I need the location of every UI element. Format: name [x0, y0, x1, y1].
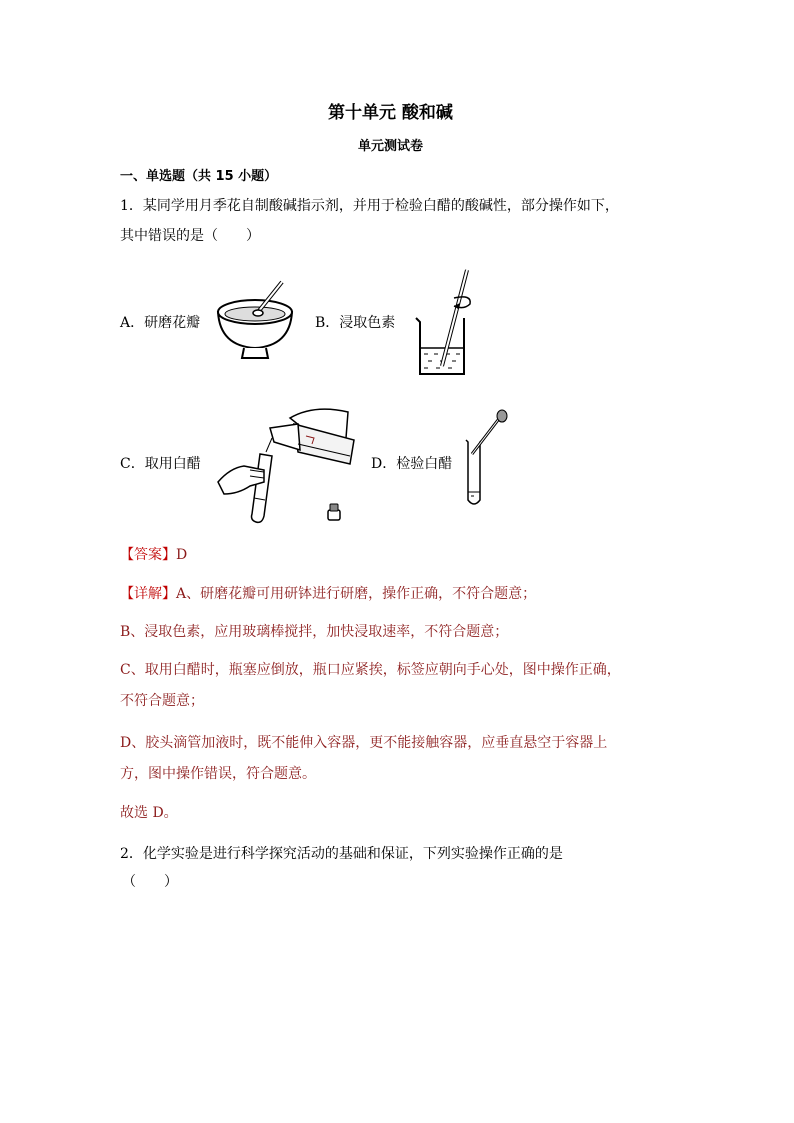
detail-tag: 【详解】: [120, 586, 176, 602]
page-subtitle: 单元测试卷: [358, 139, 424, 154]
question-1-line-2: 其中错误的是（ ）: [120, 228, 260, 244]
pouring-vinegar-image: [214, 398, 354, 528]
detail-line-d2: 方，图中操作错误，符合题意。: [120, 766, 316, 782]
detail-line-c2: 不符合题意；: [120, 693, 204, 709]
option-c-label: C．取用白醋: [120, 456, 201, 472]
dropper-in-test-tube-image: [460, 410, 516, 510]
detail-line-a: [120, 578, 536, 610]
page-title: 第十单元 酸和碱: [328, 103, 453, 123]
mortar-and-pestle-image: [214, 272, 296, 362]
detail-line-b: B、浸取色素，应用玻璃棒搅拌，加快浸取速率，不符合题意；: [120, 624, 509, 640]
answer-line: [120, 539, 187, 571]
option-a-label: A．研磨花瓣: [120, 315, 201, 331]
conclusion-line: 故选 D。: [120, 805, 178, 821]
question-1-line-1: 1．某同学用月季花自制酸碱指示剂，并用于检验白醋的酸碱性，部分操作如下，: [120, 198, 619, 214]
detail-a-text: A、研磨花瓣可用研钵进行研磨，操作正确，不符合题意；: [176, 586, 537, 602]
question-2-line-1: 2．化学实验是进行科学探究活动的基础和保证，下列实验操作正确的是: [120, 846, 563, 862]
section-heading: 一、单选题（共 15 小题）: [120, 169, 278, 184]
option-b-label: B．浸取色素: [315, 315, 396, 331]
beaker-with-glass-rod-image: [412, 268, 482, 380]
question-2-line-2: （ ）: [122, 874, 178, 890]
answer-value: D: [176, 547, 188, 563]
detail-line-c1: C、取用白醋时，瓶塞应倒放，瓶口应紧挨，标签应朝向手心处，图中操作正确，: [120, 662, 621, 678]
option-d-label: D．检验白醋: [371, 456, 453, 472]
detail-line-d1: D、胶头滴管加液时，既不能伸入容器，更不能接触容器，应垂直悬空于容器上: [120, 735, 608, 751]
answer-tag: 【答案】: [120, 547, 176, 563]
